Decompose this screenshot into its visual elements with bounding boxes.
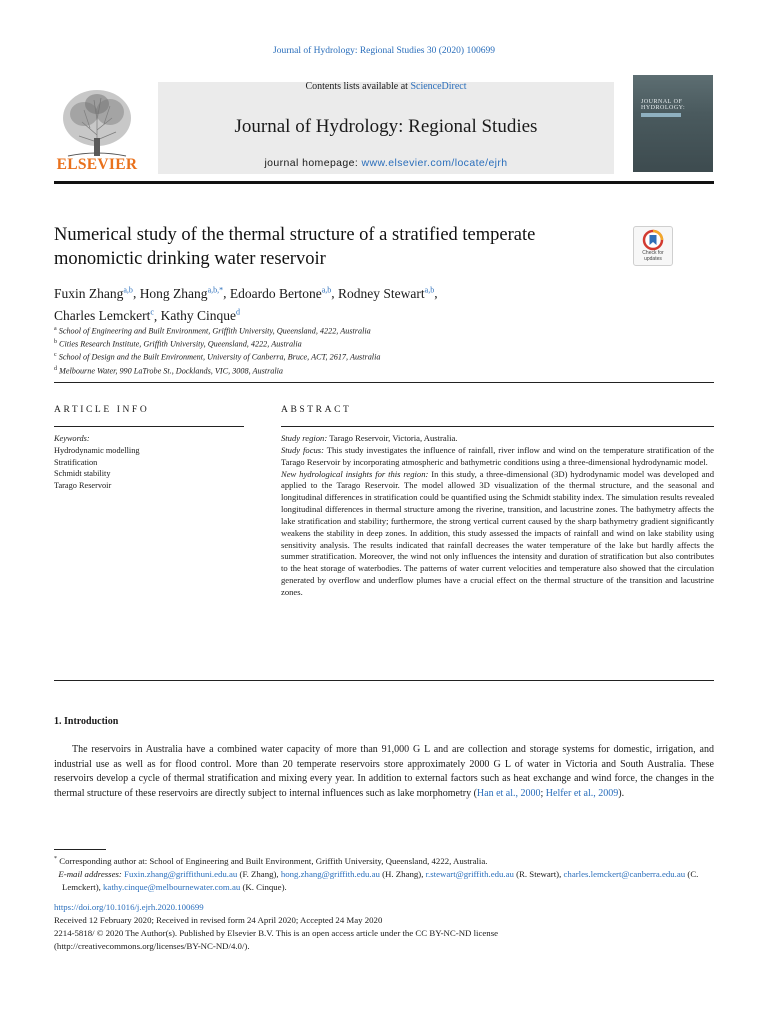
keywords-block [54, 433, 244, 492]
article-info-heading: ARTICLE INFO [54, 405, 150, 415]
abstract-study-focus: Study focus: This study investigates the influence of rainfall, river inflow and wind on the temperature stratification of the Tarago Reservoir by incorporating atmospheric and bathymetric conditions using a three-dimensional hydrodynamic model. [281, 444, 714, 467]
author-list: Fuxin Zhang$^{a,b}$, Hong Zhang$^{a,b,*}$, Edoardo Bertone$^{a,b}$, Rodney Stewart$^{a,b}$, Charles Lemckert$^c$, Kathy Cinque$^d$ [54, 285, 438, 323]
sciencedirect-link[interactable]: ScienceDirect [410, 81, 467, 92]
doi-link[interactable]: https://doi.org/10.1016/j.ejrh.2020.100699 [54, 902, 204, 912]
author[interactable]: Edoardo Bertone$^{a,b}$ [229, 285, 332, 301]
citation-link[interactable]: Han et al., 2000 [476, 788, 541, 800]
email-link[interactable]: r.stewart@griffith.edu.au [425, 868, 514, 879]
abstract-bottom-rule [54, 680, 714, 681]
email-addresses: E-mail addresses: Fuxin.zhang@griffithuni.edu.au (F. Zhang), hong.zhang@griffith.edu.au (H. Zhang), r.stewart@griffith.edu.au (R. Stewart), charles.lemckert@canberra.edu.au (C. Lemckert), kathy.cinque@melbournewater.com.au (K. Cinque). [58, 868, 699, 892]
article-info-rule [54, 426, 244, 427]
journal-cover-image [633, 75, 713, 172]
author[interactable]: Rodney Stewart$^{a,b}$ [338, 285, 435, 301]
check-for-updates-icon [634, 227, 672, 251]
citation-link[interactable]: Helfer et al., 2009 [545, 788, 619, 800]
check-for-updates-label: Check for updates [642, 250, 664, 262]
cover-subtitle-bar [641, 113, 681, 117]
affiliations-divider [54, 382, 714, 383]
footnotes [54, 853, 714, 894]
abstract-body [281, 433, 714, 599]
header-divider [54, 181, 714, 184]
keyword: Hydrodynamic modelling [54, 445, 140, 455]
keyword: Schmidt stability [54, 469, 111, 479]
license-url: (http://creativecommons.org/licenses/BY-NC-ND/4.0/). [54, 941, 250, 951]
abstract-insights: New hydrological insights for this region: In this study, a three-dimensional (3D) hydrodynamic model was developed and applied to the Tarago Reservoir. The model allowed 3D visualization of the thermal structure, and the seasonal and longitudinal differences in stratification could be quantified using the Schmidt stability index. The simulation results revealed longitudinal differences in thermal structure among the riverine, transition, and lacustrine zones. The bathymetry affects the lake stratification and stability; furthermore, the strong vertical current caused by the sharp bathymetry gradient significantly weakens the stability in deep zones. In addition, this study assessed the impacts of rainfall and wind on lake stability using sensitivity analysis. The results indicated that rainfall decreases the water temperature of the lake but hardly affects the summer stratification. Moreover, the wind not only influences the intensity and duration of stratification but also contributes to the heat storage of waterbodies. The patterns of water current velocities and temperature also showed that the circulation generated by overflow and underflow plumes have a crucial effect on the thermal structure of the transition and lacustrine zones. [281, 468, 714, 597]
journal-reference-link[interactable]: Journal of Hydrology: Regional Studies 30 (2020) 100699 [273, 46, 495, 56]
keywords-label: Keywords: [54, 434, 90, 443]
author[interactable]: Hong Zhang$^{a,b,*}$ [139, 285, 224, 301]
affiliation: $^d$ Melbourne Water, 990 LaTrobe St., Docklands, VIC, 3008, Australia [54, 365, 283, 376]
corresponding-author-note: * Corresponding author at: School of Engineering and Built Environment, Griffith University, Queensland, 4222, Australia. [54, 855, 488, 866]
author[interactable]: Kathy Cinque$^d$ [160, 307, 241, 323]
contents-line [158, 81, 614, 92]
affiliation: $^c$ School of Design and the Built Environment, University of Canberra, Bruce, ACT, 2617, Australia [54, 352, 381, 363]
abstract-rule [281, 426, 714, 427]
publication-info [54, 901, 714, 953]
license-text: 2214-5818/ © 2020 The Author(s). Published by Elsevier B.V. This is an open access article under the CC BY-NC-ND license [54, 928, 499, 938]
affiliations [54, 324, 674, 377]
abstract-heading: ABSTRACT [281, 405, 352, 415]
email-link[interactable]: hong.zhang@griffith.edu.au [280, 868, 380, 879]
cover-title: JOURNAL OF HYDROLOGY: [641, 99, 686, 111]
introduction-heading: 1. Introduction [54, 716, 119, 727]
keyword: Tarago Reservoir [54, 481, 112, 491]
elsevier-wordmark: ELSEVIER [56, 156, 138, 173]
email-link[interactable]: kathy.cinque@melbournewater.com.au [103, 881, 241, 892]
author[interactable]: Fuxin Zhang$^{a,b}$ [54, 285, 133, 301]
homepage-link[interactable]: www.elsevier.com/locate/ejrh [361, 157, 508, 169]
contents-prefix: Contents lists available at [305, 81, 411, 92]
journal-title: Journal of Hydrology: Regional Studies [234, 116, 538, 137]
received-dates: Received 12 February 2020; Received in revised form 24 April 2020; Accepted 24 May 2020 [54, 915, 383, 925]
abstract-study-region: Study region: Tarago Reservoir, Victoria, Australia. [281, 433, 458, 443]
article-title: Numerical study of the thermal structure of a stratified temperate monomictic drinking water reservoir [54, 225, 536, 269]
keyword: Stratification [54, 457, 98, 467]
journal-homepage [158, 157, 614, 169]
affiliation: $^a$ School of Engineering and Built Environment, Griffith University, Queensland, 4222, Australia [54, 326, 371, 336]
email-link[interactable]: charles.lemckert@canberra.edu.au [563, 868, 686, 879]
author[interactable]: Charles Lemckert$^c$ [54, 307, 154, 323]
homepage-prefix: journal homepage: [264, 157, 362, 169]
introduction-body: The reservoirs in Australia have a combined water capacity of more than 91,000 G L and are collection and storage systems for domestic, irrigation, and industrial use as well as for flood control. More than 20 temperate reservoirs store approximately 2000 G L of water in Victoria and South Australia. These reservoirs develop a cycle of thermal stratification and mixing every year. In addition to external factors such as heat exchange and wind force, the changes in the thermal structure of these reservoirs are directly subject to internal influences such as lake morphometry (Han et al., 2000; Helfer et al., 2009). [54, 744, 714, 800]
email-link[interactable]: Fuxin.zhang@griffithuni.edu.au [124, 868, 238, 879]
footnote-rule [54, 849, 106, 850]
affiliation: $^b$ Cities Research Institute, Griffith University, Queensland, 4222, Australia [54, 339, 302, 349]
